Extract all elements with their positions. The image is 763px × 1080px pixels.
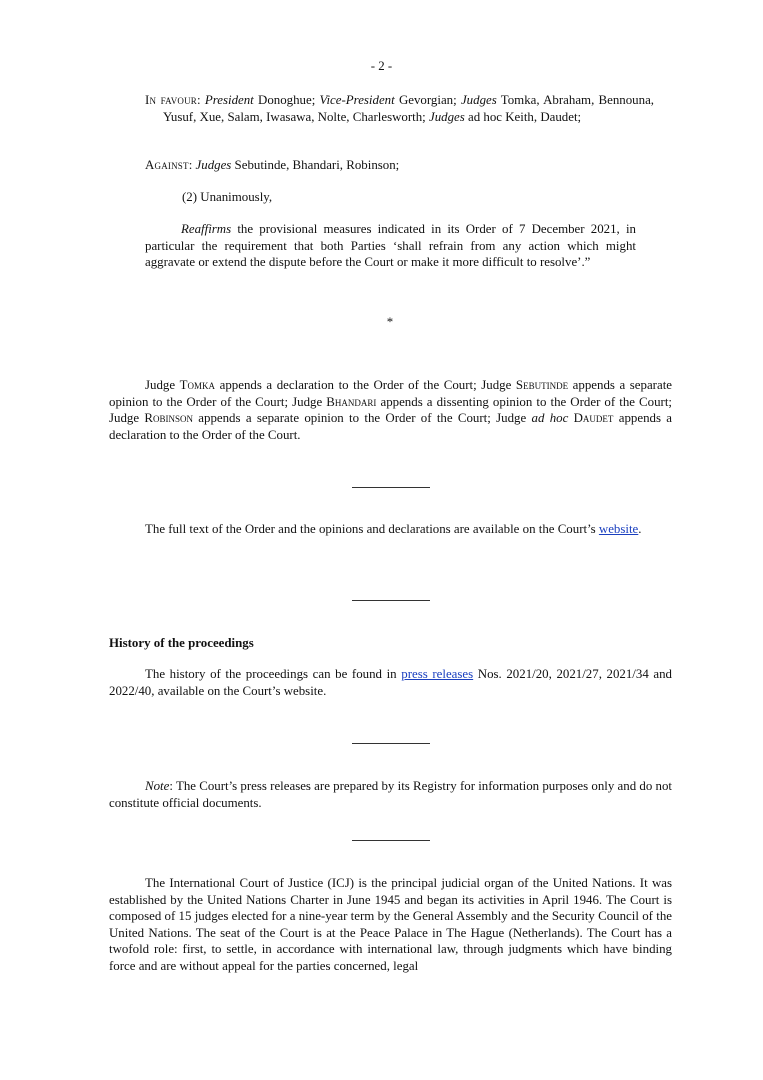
separator-line-2 (352, 600, 430, 601)
separator-line-1 (352, 487, 430, 488)
judge-robinson: Robinson (144, 411, 193, 425)
opinions-paragraph: Judge Tomka appends a declaration to the Order of the Court; Judge Sebutinde appends a separate opinion to the Order of the Court; Judge Bhandari appends a dissenting opinion to the Order of the Court; Judge Robinson appends a separate opinion to the Order of the Court; Judge ad hoc Daudet appends a declaration to the Order of the Court. (109, 378, 673, 442)
vote-in-favour: In favour: President Donoghue; Vice-President Gevorgian; Judges Tomka, Abraham, Bennouna, Yusuf, Xue, Salam, Iwasawa, Nolte, Charlesworth; Judges ad hoc Keith, Daudet; (145, 93, 655, 124)
vote-against: Against: Judges Sebutinde, Bhandari, Robinson; (145, 158, 400, 172)
vote-label-favour: In favour (145, 93, 198, 107)
history-heading: History of the proceedings (109, 636, 254, 650)
judge-tomka: Tomka (179, 378, 216, 392)
separator-line-3 (352, 743, 430, 744)
judge-bhandari: Bhandari (326, 394, 377, 409)
reaffirms-paragraph: Reaffirms the provisional measures indicated in its Order of 7 December 2021, in particular the requirement that both Parties ‘shall refrain from any action which might aggravate or extend the dispute before the Court or make it more difficult to resolve’.” (145, 222, 636, 269)
fulltext-paragraph: The full text of the Order and the opinions and declarations are available on the Court’s website. (145, 522, 642, 536)
section-asterisk: * (386, 315, 394, 329)
note-lead: Note (145, 779, 170, 793)
icj-paragraph: The International Court of Justice (ICJ) is the principal judicial organ of the United Nations. It was established by the United Nations Charter in June 1945 and began its activities in April 1946. The Court is composed of 15 judges elected for a nine-year term by the General Assembly and the Security Council of the United Nations. The seat of the Court is at the Peace Palace in The Hague (Netherlands). The Court has a twofold role: first, to settle, in accordance with international law, through judgments which have binding force and are without appeal for the parties concerned, legal (109, 876, 672, 973)
page-number: - 2 - (370, 59, 393, 73)
vote-label-against: Against (145, 158, 189, 172)
website-link[interactable]: website (598, 522, 639, 536)
reaffirms-lead: Reaffirms (181, 222, 232, 236)
separator-line-4 (352, 840, 430, 841)
point-two: (2) Unanimously, (182, 190, 273, 204)
press-releases-link[interactable]: press releases (401, 667, 474, 681)
judge-sebutinde: Sebutinde (515, 378, 569, 392)
judge-daudet: Daudet (573, 411, 614, 425)
note-paragraph: Note: The Court’s press releases are prepared by its Registry for information purposes only and do not constitute official documents. (109, 779, 672, 810)
history-paragraph: The history of the proceedings can be found in press releases Nos. 2021/20, 2021/27, 2021/34 and 2022/40, available on the Court’s website. (109, 667, 673, 698)
